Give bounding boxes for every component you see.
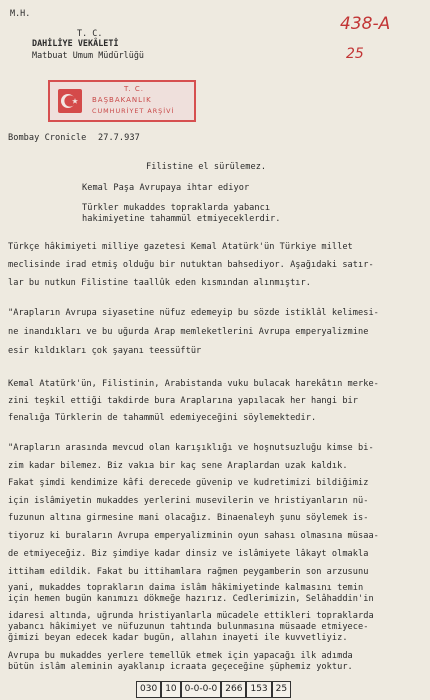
body-line: bütün islâm aleminin ayaklanıp icraata geçeceğine şüphemiz yoktur. <box>8 662 353 672</box>
handwritten-code: 438-A <box>340 14 391 34</box>
reference-cell: 153 <box>246 681 271 698</box>
headline-2: Kemal Paşa Avrupaya ihtar ediyor <box>82 183 250 193</box>
source-newspaper: Bombay Cronicle <box>8 133 87 143</box>
body-line: esir kıldıkları çok şayanı teessüftür <box>8 346 202 356</box>
body-line: ittiham edildik. Fakat bu ittihamlara rağmen peygamberin son arzusunu <box>8 567 369 577</box>
body-line: Kemal Atatürk'ün, Filistinin, Arabistanda vuku bulacak harekâtın merke- <box>8 379 379 389</box>
office-title: Matbuat Umum Müdürlüğü <box>32 50 145 60</box>
stamp-line-1: BAŞBAKANLIK <box>92 96 152 104</box>
archive-reference <box>136 681 291 698</box>
reference-cell: 030 <box>136 681 161 698</box>
crescent-star-icon <box>58 89 82 113</box>
body-line: fuzunun altına girmesine mani olacağız. Binaenaleyh şunu söylemek is- <box>8 513 369 523</box>
source-date: 27.7.937 <box>98 133 140 143</box>
body-line: "Arapların arasında mevcud olan karışıklığı ve hoşnutsuzluğu kimse bi- <box>8 443 374 453</box>
body-line: Avrupa bu mukaddes yerlere temellük etmek için yapacağı ilk adımda <box>8 651 353 661</box>
body-line: tiyoruz ki buraların Avrupa emperyalizminin oyun sahası olmasına müsaa- <box>8 531 379 541</box>
stamp-tc: T. C. <box>124 85 145 93</box>
reference-cell: 10 <box>161 681 180 698</box>
headline-4: hakimiyetine tahammül etmiyeceklerdir. <box>82 214 281 224</box>
body-line: için islâmiyetin mukaddes yerlerini musevilerin ve hristiyanların nü- <box>8 496 369 506</box>
body-line: yani, mukaddes toprakların daima islâm hâkimiyetinde kalmasını temin <box>8 583 364 593</box>
body-line: fenalığa Türklerin de tahammül edemiyeceğini söylemektedir. <box>8 413 317 423</box>
body-line: de etmiyeceğiz. Biz şimdiye kadar dinsiz ve islâmiyete lâkayt olmakla <box>8 549 369 559</box>
reference-cell: 0-0-0-0 <box>181 681 222 698</box>
headline-3: Türkler mukaddes topraklarda yabancı <box>82 203 271 213</box>
ministry-title: DAHİLİYE VEKÂLETİ <box>32 38 119 48</box>
body-line: Türkçe hâkimiyeti milliye gazetesi Kemal Atatürk'ün Türkiye millet <box>8 242 353 252</box>
reference-cell: 266 <box>221 681 246 698</box>
body-line: meclisinde irad etmiş olduğu bir nutuktan bahsediyor. Aşağıdaki satır- <box>8 260 374 270</box>
archive-stamp <box>48 80 196 122</box>
body-line: Fakat şimdi kendimize kâfi derecede güvenip ve kudretimizi bildiğimiz <box>8 478 369 488</box>
body-line: "Arapların Avrupa siyasetine nüfuz edemeyip bu sözde istiklâl kelimesi- <box>8 308 379 318</box>
tc-label: T. C. <box>77 28 103 38</box>
body-line: ne inandıkları ve bu uğurda Arap memleketlerini Avrupa emperyalizmine <box>8 327 369 337</box>
headline-1: Filistine el sürülemez. <box>146 162 267 172</box>
body-line: yabancı hâkimiyet ve nüfuzunun tahtında bulunmasına müsaade etmiyece- <box>8 622 369 632</box>
body-line: idaresi altında, uğrunda hristiyanlarla mücadele ettikleri topraklarda <box>8 611 374 621</box>
body-line: lar bu nutkun Filistine taallûk eden kısmından alınmıştır. <box>8 278 311 288</box>
handwritten-number: 25 <box>346 46 364 62</box>
body-line: zini teşkil ettiği takdirde bura Araplarına yapılacak her hangi bir <box>8 396 358 406</box>
reference-cell: 25 <box>272 681 291 698</box>
body-line: ğimizi beyan edecek kadar bugün, allahın inayeti ile kuvvetliyiz. <box>8 633 348 643</box>
stamp-line-2: CUMHURİYET ARŞİVİ <box>92 107 175 115</box>
body-line: için hemen bugün kanımızı dökmeğe hazırız. Cedlerimizin, Selâhaddin'in <box>8 594 374 604</box>
body-line: zim kadar bilemez. Biz vakıa bir kaç sene Araplardan uzak kaldık. <box>8 461 348 471</box>
mh-label: M.H. <box>10 8 31 18</box>
